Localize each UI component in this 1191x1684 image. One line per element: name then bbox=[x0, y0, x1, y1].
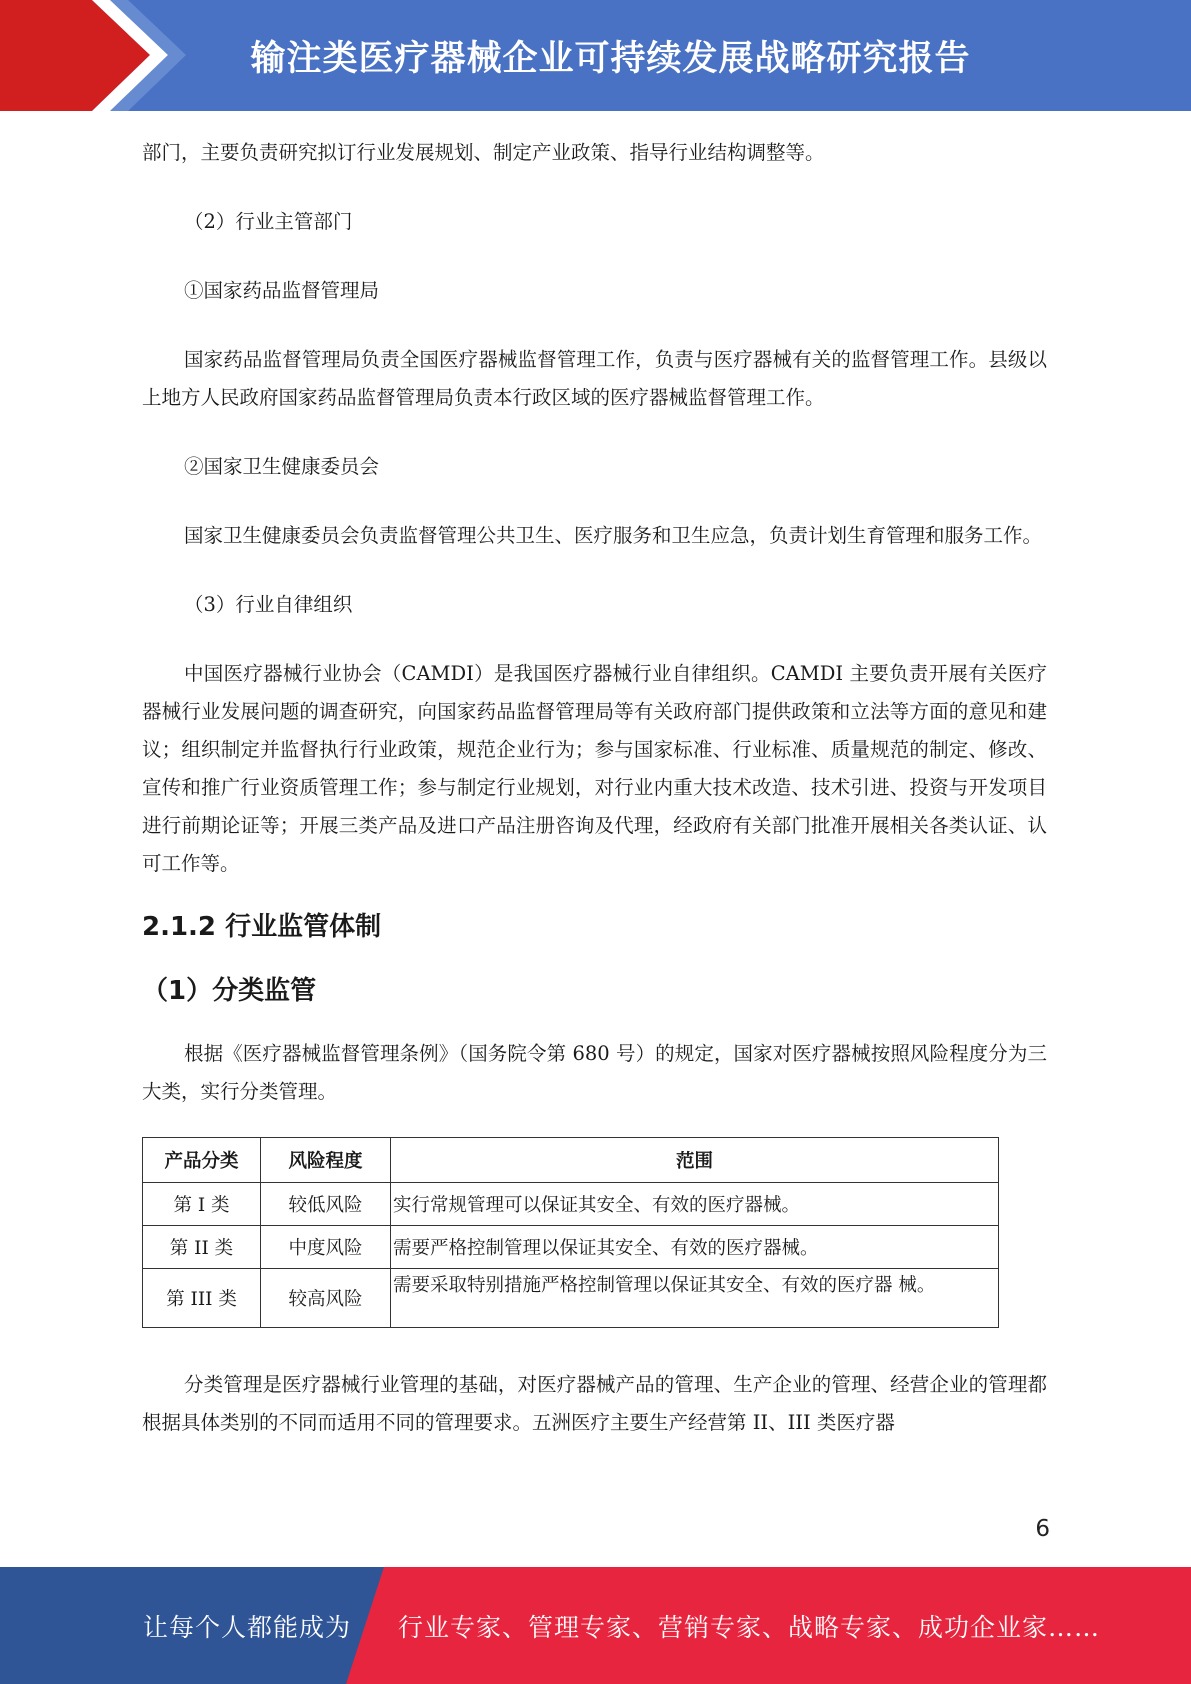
paragraph: 分类管理是医疗器械行业管理的基础，对医疗器械产品的管理、生产企业的管理、经营企业的管理都根据具体类别的不同而适用不同的管理要求。五洲医疗主要生产经营第 II、III 类医疗器 bbox=[142, 1373, 1047, 1434]
table-cell: 中度风险 bbox=[261, 1226, 391, 1269]
paragraph: 根据《医疗器械监督管理条例》（国务院令第 680 号）的规定，国家对医疗器械按照风险程度分为三大类，实行分类管理。 bbox=[142, 1042, 1047, 1103]
subheading: （3）行业自律组织 bbox=[184, 593, 353, 616]
table-cell: 需要严格控制管理以保证其安全、有效的医疗器械。 bbox=[391, 1226, 999, 1269]
table-cell: 第 I 类 bbox=[143, 1183, 261, 1226]
list-item: ②国家卫生健康委员会 bbox=[184, 455, 380, 478]
subsection-heading: （1）分类监管 bbox=[142, 976, 317, 1006]
table-cell: 第 II 类 bbox=[143, 1226, 261, 1269]
subheading: （2）行业主管部门 bbox=[184, 210, 353, 233]
table-header: 范围 bbox=[391, 1138, 999, 1183]
table-cell: 较低风险 bbox=[261, 1183, 391, 1226]
paragraph: 中国医疗器械行业协会（CAMDI）是我国医疗器械行业自律组织。CAMDI 主要负责开展有关医疗器械行业发展问题的调查研究，向国家药品监督管理局等有关政府部门提供政策和立法等方面的意见和建议；组织制定并监督执行行业政策，规范企业行为；参与国家标准、行业标准、质量规范的制定、修改、宣传和推广行业资质管理工作；参与制定行业规划，对行业内重大技术改造、技术引进、投资与开发项目进行前期论证等；开展三类产品及进口产品注册咨询及代理，经政府有关部门批准开展相关各类认证、认可工作等。 bbox=[142, 662, 1047, 875]
table-header: 产品分类 bbox=[143, 1138, 261, 1183]
table-header: 风险程度 bbox=[261, 1138, 391, 1183]
table-cell: 较高风险 bbox=[261, 1269, 391, 1328]
page-number: 6 bbox=[1035, 1516, 1050, 1542]
table-cell: 需要采取特别措施严格控制管理以保证其安全、有效的医疗器 械。 bbox=[391, 1269, 999, 1328]
table-row bbox=[143, 1183, 999, 1226]
page-content bbox=[142, 134, 1047, 1442]
footer-slogan-right: 行业专家、管理专家、营销专家、战略专家、成功企业家…… bbox=[398, 1612, 1101, 1642]
report-title: 输注类医疗器械企业可持续发展战略研究报告 bbox=[250, 38, 971, 79]
section-heading: 2.1.2 行业监管体制 bbox=[142, 912, 382, 942]
paragraph: 国家药品监督管理局负责全国医疗器械监督管理工作，负责与医疗器械有关的监督管理工作。县级以上地方人民政府国家药品监督管理局负责本行政区域的医疗器械监督管理工作。 bbox=[142, 348, 1047, 409]
table-row bbox=[143, 1269, 999, 1328]
table-header-row bbox=[143, 1138, 999, 1183]
classification-table bbox=[142, 1137, 999, 1328]
footer-slogan-left: 让每个人都能成为 bbox=[143, 1612, 352, 1642]
table-cell: 第 III 类 bbox=[143, 1269, 261, 1328]
paragraph: 国家卫生健康委员会负责监督管理公共卫生、医疗服务和卫生应急，负责计划生育管理和服务工作。 bbox=[184, 524, 1043, 547]
paragraph: 部门，主要负责研究拟订行业发展规划、制定产业政策、指导行业结构调整等。 bbox=[142, 141, 825, 164]
table-cell: 实行常规管理可以保证其安全、有效的医疗器械。 bbox=[391, 1183, 999, 1226]
table-row bbox=[143, 1226, 999, 1269]
list-item: ①国家药品监督管理局 bbox=[184, 279, 380, 302]
